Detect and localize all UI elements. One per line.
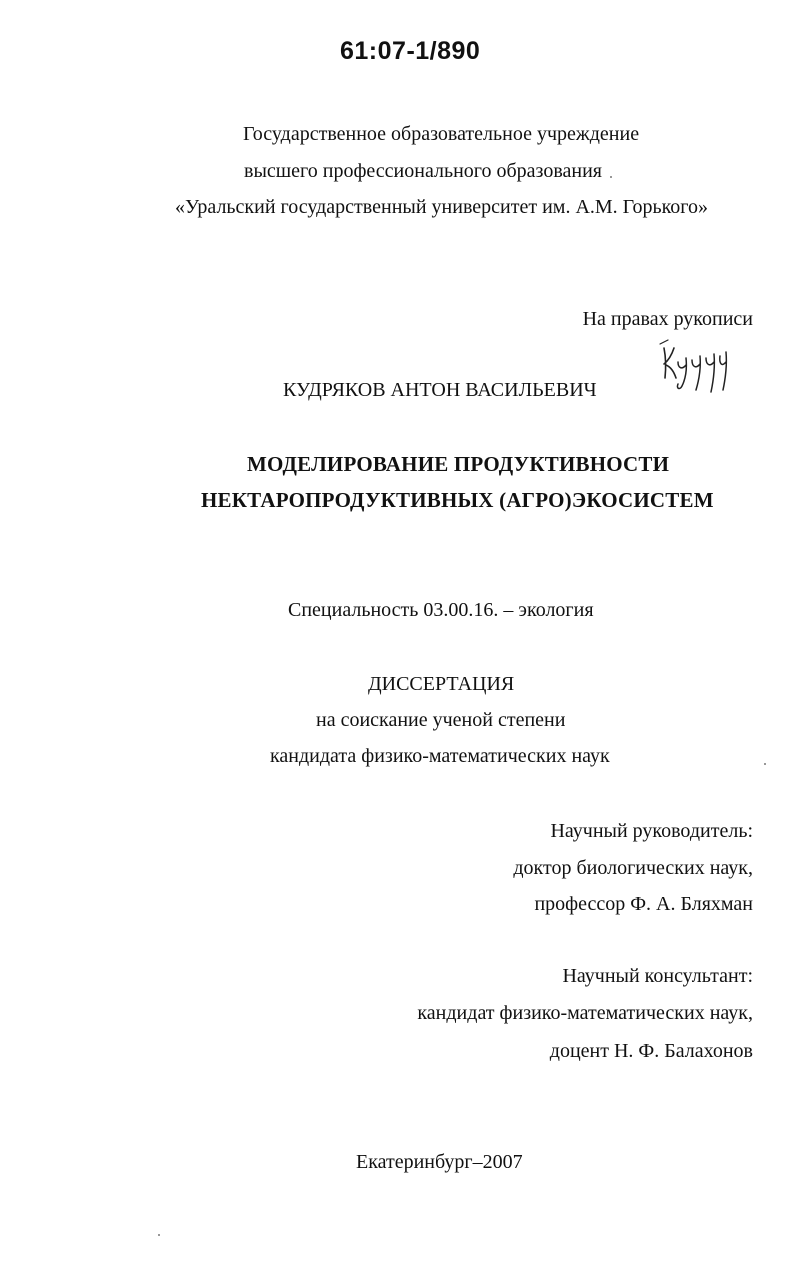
institution-line-2: высшего профессионального образования — [244, 160, 602, 182]
supervisor-degree: доктор биологических наук, — [513, 857, 753, 879]
scan-speck — [610, 176, 612, 178]
supervisor-name: профессор Ф. А. Бляхман — [534, 893, 753, 915]
catalog-code: 61:07-1/890 — [340, 37, 481, 65]
consultant-name: доцент Н. Ф. Балахонов — [549, 1040, 753, 1062]
supervisor-label: Научный руководитель: — [550, 820, 753, 842]
author-signature — [656, 334, 736, 396]
institution-line-1: Государственное образовательное учреждение — [243, 123, 640, 145]
title-line-2: НЕКТАРОПРОДУКТИВНЫХ (АГРО)ЭКОСИСТЕМ — [201, 488, 714, 512]
place-year: Екатеринбург–2007 — [356, 1151, 523, 1173]
consultant-label: Научный консультант: — [562, 965, 753, 987]
degree-line-2: кандидата физико-математических наук — [270, 745, 610, 767]
degree-line-1: на соискание ученой степени — [316, 709, 566, 731]
consultant-degree: кандидат физико-математических наук, — [417, 1002, 753, 1024]
specialty: Специальность 03.00.16. – экология — [288, 599, 594, 621]
title-line-1: МОДЕЛИРОВАНИЕ ПРОДУКТИВНОСТИ — [247, 452, 670, 476]
manuscript-note: На правах рукописи — [582, 308, 753, 330]
scan-speck — [764, 763, 766, 765]
dissertation-heading: ДИССЕРТАЦИЯ — [368, 673, 515, 695]
author-name: КУДРЯКОВ АНТОН ВАСИЛЬЕВИЧ — [283, 379, 597, 401]
scan-speck — [158, 1234, 160, 1236]
institution-line-3: «Уральский государственный университет им. А.М. Горького» — [175, 196, 708, 218]
